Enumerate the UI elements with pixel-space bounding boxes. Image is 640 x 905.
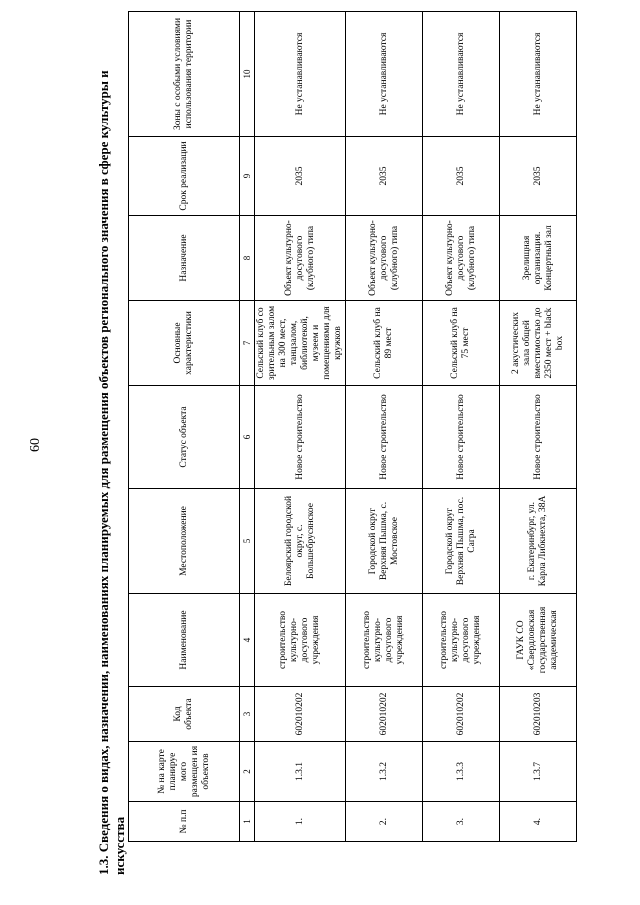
table-cell: строительство культурно-досугового учреждения [346,594,423,687]
table-cell: ГАУК СО «Свердловская государственная академическая [500,594,577,687]
table-cell: 1.3.2 [346,742,423,802]
table-cell: 1.3.3 [423,742,500,802]
column-number-row [240,12,255,842]
column-number: 3 [240,687,255,742]
table-cell: Объект культурно-досугового (клубного) типа [423,216,500,301]
table-header-row [129,12,240,842]
section-title: 1.3. Сведения о видах, назначении, наименованиях планируемых для размещения объектов регионального значения в сфере культуры и искусства [96,70,127,875]
table-cell: Сельский клуб со зрительным залом на 300 мест, танцзалом, библиотекой, музеем и помещениями для кружков [255,301,346,386]
column-header: Назначение [129,216,240,301]
column-number: 4 [240,594,255,687]
table-cell: Новое строительство [255,386,346,489]
column-header: Наименование [129,594,240,687]
column-header: Местоположение [129,489,240,594]
table-cell: 1. [255,802,346,842]
column-number: 2 [240,742,255,802]
table-cell: Объект культурно-досугового (клубного) типа [346,216,423,301]
table-cell: строительство культурно-досугового учреждения [423,594,500,687]
column-number: 9 [240,137,255,216]
table-cell: Новое строительство [346,386,423,489]
table-cell: 2035 [346,137,423,216]
column-header: Срок реализации [129,137,240,216]
table-cell: 602010202 [255,687,346,742]
table-row [500,12,577,842]
column-header: Основные характеристики [129,301,240,386]
column-number: 1 [240,802,255,842]
table-cell: Не устанавливаются [255,12,346,137]
column-number: 10 [240,12,255,137]
table-cell: Сельский клуб на 89 мест [346,301,423,386]
column-header: Код объекта [129,687,240,742]
column-number: 7 [240,301,255,386]
table-cell: Не устанавливаются [346,12,423,137]
table-cell: г. Екатеринбург, ул. Карла Либкнехта, 38А [500,489,577,594]
table-cell: 2035 [500,137,577,216]
table-cell: Городской округ Верхняя Пышма, пос. Сагра [423,489,500,594]
table-row [346,12,423,842]
table-cell: 602010202 [346,687,423,742]
table-cell: Не устанавливаются [500,12,577,137]
table-cell: 602010202 [423,687,500,742]
table-row [255,12,346,842]
table-cell: 602010203 [500,687,577,742]
table-cell: Новое строительство [500,386,577,489]
table-cell: 2 акустических зала общей вместимостью до 2350 мест + black box [500,301,577,386]
column-number: 6 [240,386,255,489]
objects-table [128,11,577,842]
column-number: 8 [240,216,255,301]
table-cell: 2. [346,802,423,842]
column-header: № п.п [129,802,240,842]
column-header: № на карте планируе мого размещен ия объектов [129,742,240,802]
table-cell: Сельский клуб на 75 мест [423,301,500,386]
table-cell: Городской округ Верхняя Пышма, с. Мостовское [346,489,423,594]
page-number: 60 [28,438,43,452]
table-row [423,12,500,842]
table-cell: 3. [423,802,500,842]
table-cell: Белоярский городской округ, с. Большебрусянское [255,489,346,594]
table-cell: строительство культурно-досугового учреждения [255,594,346,687]
table-cell: Не устанавливаются [423,12,500,137]
table-cell: 2035 [255,137,346,216]
column-header: Зоны с особыми условиями использования территории [129,12,240,137]
table-cell: 2035 [423,137,500,216]
table-cell: Новое строительство [423,386,500,489]
table-cell: Зрелищная организация. Концертный зал [500,216,577,301]
table-cell: 4. [500,802,577,842]
table-cell: Объект культурно-досугового (клубного) типа [255,216,346,301]
table-cell: 1.3.7 [500,742,577,802]
column-number: 5 [240,489,255,594]
table-cell: 1.3.1 [255,742,346,802]
column-header: Статус объекта [129,386,240,489]
